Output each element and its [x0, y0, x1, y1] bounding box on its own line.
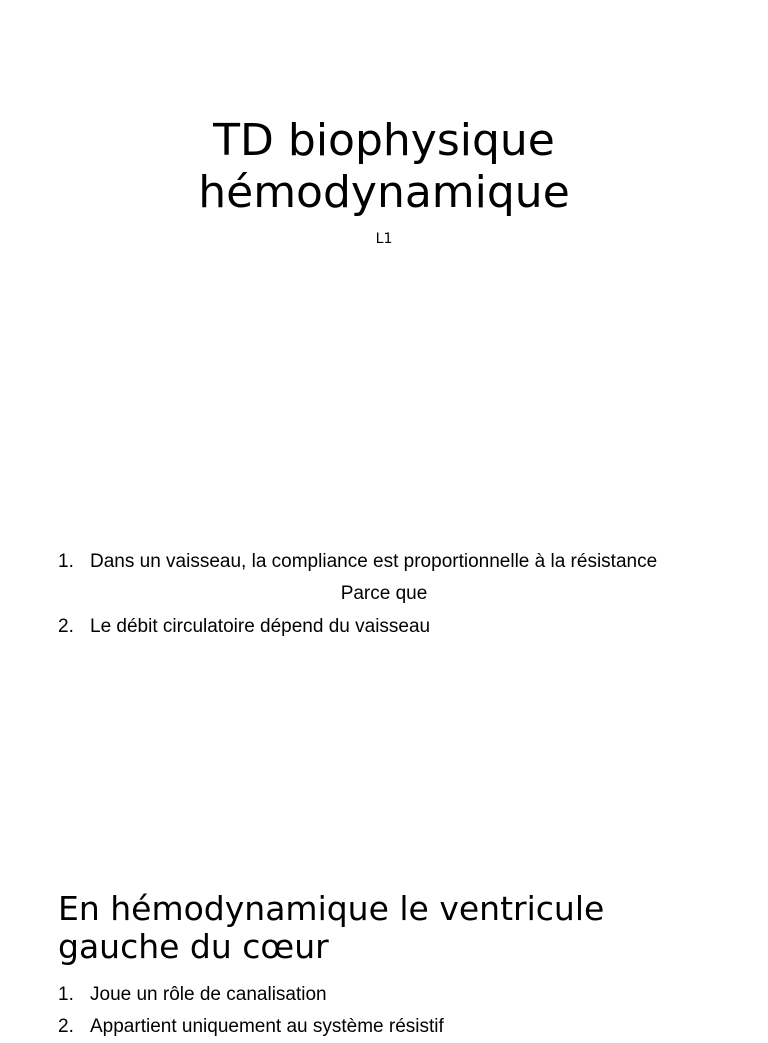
list-item	[58, 979, 444, 1011]
list-item-number: 1.	[58, 551, 74, 572]
list-item-text: Joue un rôle de canalisation	[90, 984, 327, 1005]
list-item	[58, 611, 430, 643]
list-item-text: Appartient uniquement au système résistif	[90, 1016, 444, 1037]
slide-subtitle: L1	[375, 231, 393, 247]
answer-list	[58, 979, 444, 1043]
list-item-number: 2.	[58, 616, 74, 637]
list-item-text: Dans un vaisseau, la compliance est proportionnelle à la résistance	[90, 551, 658, 572]
title-line-1: TD biophysique	[213, 115, 555, 166]
slide-question-2	[0, 850, 768, 1037]
statement-list-2	[58, 611, 430, 643]
question-heading	[58, 890, 604, 966]
slide-title	[0, 0, 768, 420]
slide-question-1	[0, 420, 768, 850]
statement-list-1	[58, 546, 657, 578]
heading-line-1: En hémodynamique le ventricule	[58, 889, 605, 928]
connector-text: Parce que	[340, 583, 428, 604]
heading-line-2: gauche du cœur	[58, 927, 329, 966]
title-line-2: hémodynamique	[198, 167, 570, 218]
list-item-number: 1.	[58, 984, 74, 1005]
slide-title-heading	[0, 115, 768, 219]
list-item	[58, 546, 657, 578]
list-item	[58, 1011, 444, 1043]
list-item-text: Le débit circulatoire dépend du vaisseau	[90, 616, 431, 637]
list-item-number: 2.	[58, 1016, 74, 1037]
